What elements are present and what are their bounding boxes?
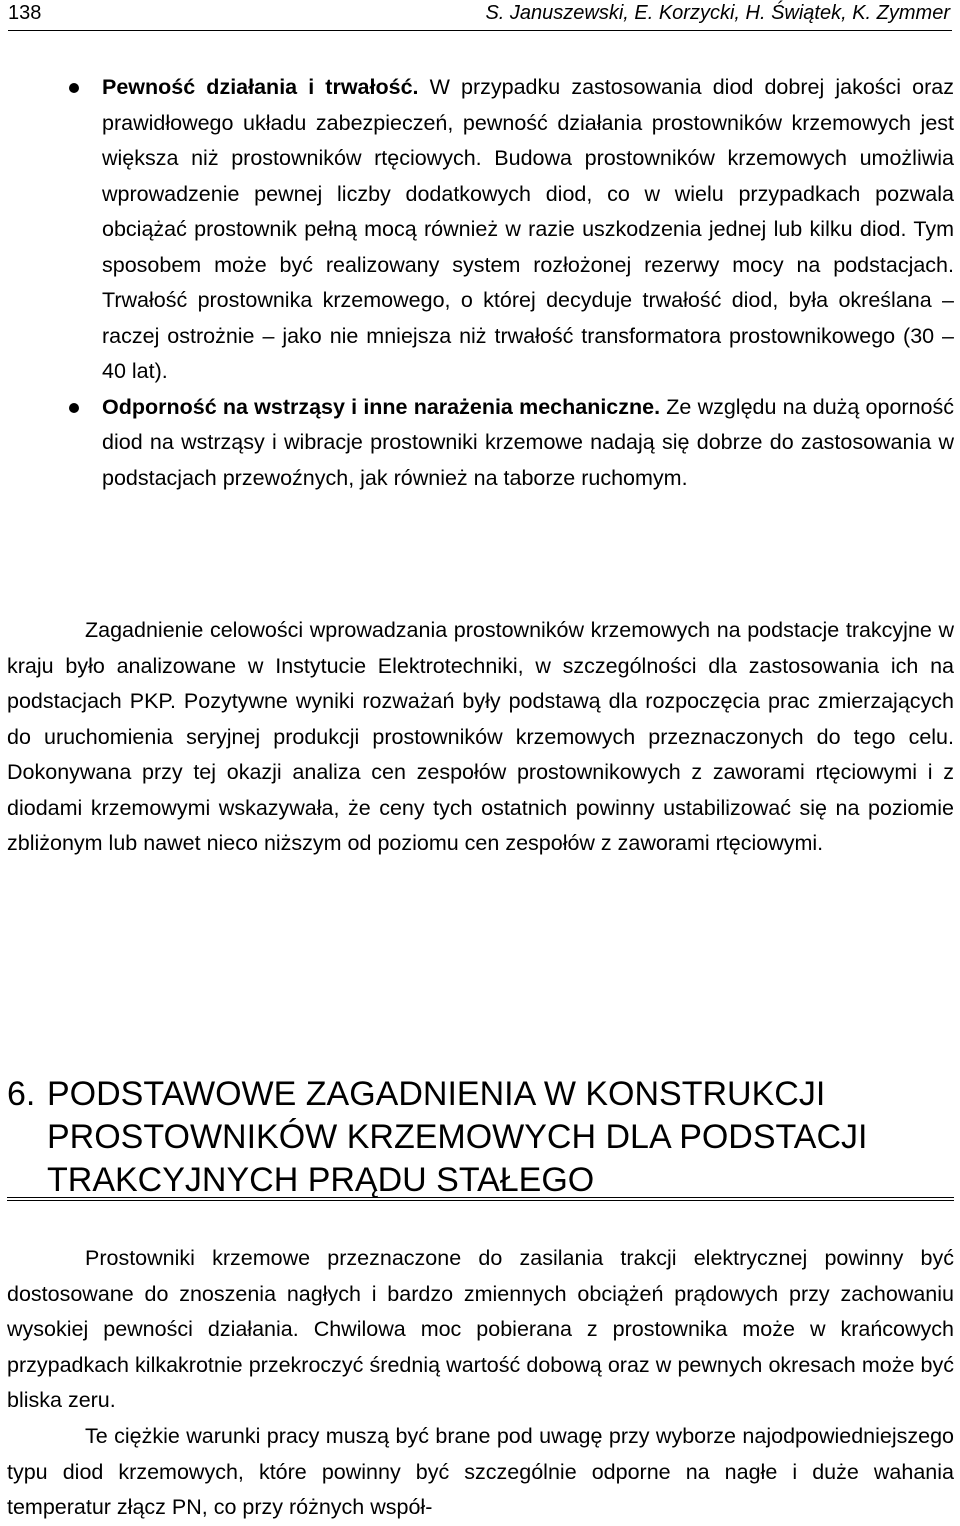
paragraph-analysis: Zagadnienie celowości wprowadzania prostowników krzemowych na podstacje trakcyjne w kraju było analizowane w Instytucie Elektrotechniki, w szczególności dla zastosowania ich na podstacjach PKP. Pozytywne wyniki rozważań były podstawą dla rozpoczęcia prac zmierzających do uruchomienia seryjnej produkcji prostowników krzemowych przeznaczonych do tego celu. Dokonywana przy tej okazji analiza cen zespołów prostownikowych z zaworami rtęciowymi i z diodami krzemowymi wskazywała, że ceny tych ostatnich powinny ustabilizować się na poziomie zbliżonym lub nawet nieco niższym od poziomu cen zespołów z zaworami rtęciowymi. (7, 618, 954, 855)
heading-underline (7, 1200, 954, 1201)
bullet-dot-icon (69, 403, 79, 413)
paragraph-conditions: Te ciężkie warunki pracy muszą być brane pod uwagę przy wyborze najodpowiedniejszego typu diod krzemowych, które powinny być szczególnie odporne na nagłe i duże wahania temperatur złącz PN, co przy różnych współ- (7, 1424, 954, 1519)
bullet-list (0, 70, 960, 496)
bullet-lead: Pewność działania i trwałość. (102, 75, 419, 99)
page-number: 138 (8, 2, 42, 24)
section-heading (7, 1073, 954, 1198)
bullet-item-reliability (102, 70, 954, 390)
section-title: PODSTAWOWE ZAGADNIENIA W KONSTRUKCJI PROSTOWNIKÓW KRZEMOWYCH DLA PODSTACJI TRAKCYJNYCH PRĄDU STAŁEGO (47, 1075, 868, 1199)
bullet-dot-icon (69, 83, 79, 93)
bullet-text: Ze względu na dużą oporność diod na wstrząsy i wibracje prostowniki krzemowe nadają się dobrze do zastosowania w podstacjach przewoźnych, jak również na taborze ruchomym. (102, 394, 954, 490)
running-header (8, 0, 952, 31)
paragraph-requirements: Prostowniki krzemowe przeznaczone do zasilania trakcji elektrycznej powinny być dostosowane do znoszenia nagłych i bardzo zmiennych obciążeń prądowych przy zachowaniu wysokiej pewności działania. Chwilowa moc pobierana z prostownika może w krańcowych przypadkach kilkakrotnie przekroczyć średnią wartość dobową oraz w pewnych okresach może być bliska zeru. (7, 1246, 954, 1412)
section-number: 6. (7, 1075, 36, 1113)
bullet-item-shock-resistance (102, 390, 954, 497)
bullet-lead: Odporność na wstrząsy i inne narażenia mechaniczne. (102, 394, 661, 419)
bullet-text: W przypadku zastosowania diod dobrej jakości oraz prawidłowego układu zabezpieczeń, pewność działania prostowników krzemowych jest większa niż prostowników rtęciowych. Budowa prostowników krzemowych umożliwia wprowadzenie pewnej liczby dodatkowych diod, co w wielu przypadkach pozwala obciążać prostownik pełną mocą również w razie uszkodzenia jednej lub kilku diod. Tym sposobem może być realizowany system rozłożonej rezerwy mocy na podstacjach. Trwałość prostownika krzemowego, o której decyduje trwałość diod, była określana – raczej ostrożnie – jako nie mniejsza niż trwałość transformatora prostownikowego (30 – 40 lat). (102, 75, 954, 383)
header-authors: S. Januszewski, E. Korzycki, H. Świątek, K. Zymmer (485, 2, 950, 24)
